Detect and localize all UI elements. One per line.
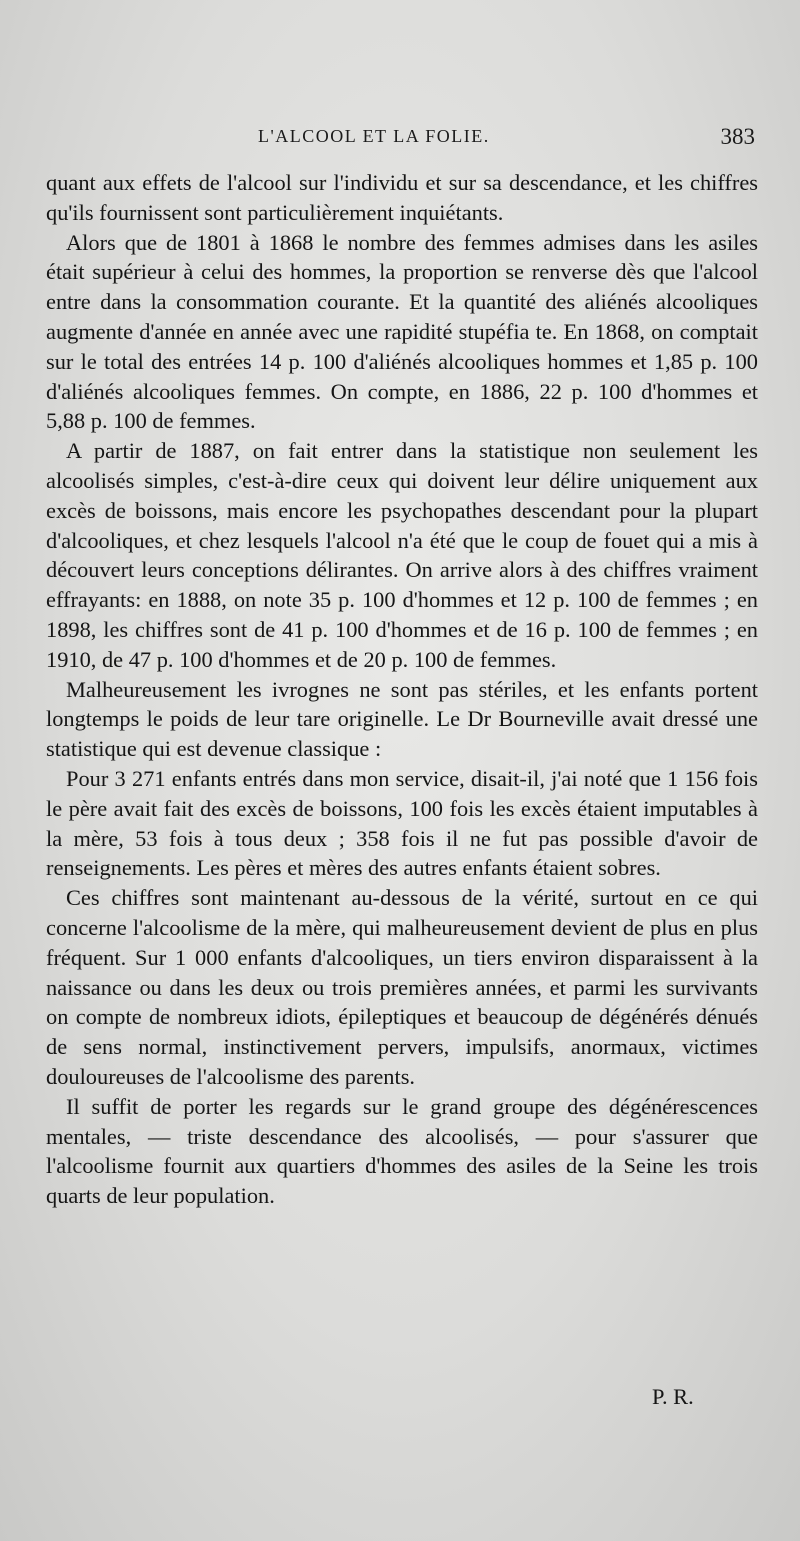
running-head [0,126,800,156]
paragraph-asylum-statistics: Alors que de 1801 à 1868 le nombre des femmes admises dans les asiles était supérieur à celui des hommes, la proportion se renverse dès que l'alcool entre dans la consommation courante. Et la quantité des aliénés alcooliques augmente d'année en année avec une rapidité stupéfia te. En 1868, on comptait sur le total des entrées 14 p. 100 d'aliénés alcooliques hommes et 1,85 p. 100 d'aliénés alcooliques femmes. On compte, en 1886, 22 p. 100 d'hommes et 5,88 p. 100 de femmes. [46,229,758,434]
body-text [46,168,758,1211]
paragraph-conclusion: Il suffit de porter les regards sur le grand groupe des dégénérescences mentales, — triste descendance des alcoolisés, — pour s'assurer que l'alcoolisme fournit aux quartiers d'hommes des asiles de la Seine les trois quarts de leur population. [46,1093,758,1209]
running-title: L'ALCOOL ET LA FOLIE. [258,126,490,146]
signature: P. R. [652,1384,694,1409]
paragraph-continuation: quant aux effets de l'alcool sur l'individu et sur sa descendance, et les chiffres qu'ils fournissent sont particulièrement inquiétants. [46,170,758,225]
paragraph-heredity: Malheureusement les ivrognes ne sont pas stériles, et les enfants portent longtemps le poids de leur tare originelle. Le Dr Bourneville avait dressé une statistique qui est devenue classique : [46,676,758,762]
paragraph-statistics-from-1887: A partir de 1887, on fait entrer dans la statistique non seulement les alcoolisés simples, c'est-à-dire ceux qui doivent leur délire uniquement aux excès de boissons, mais encore les psychopathes descendant pour la plupart d'alcooliques, et chez lesquels l'alcool n'a été que le coup de fouet qui a mis à découvert leurs conceptions délirantes. On arrive alors à des chiffres vraiment effrayants: en 1888, on note 35 p. 100 d'hommes et 12 p. 100 de femmes ; en 1898, les chiffres sont de 41 p. 100 d'hommes et de 16 p. 100 de femmes ; en 1910, de 47 p. 100 d'hommes et de 20 p. 100 de femmes. [46,438,758,672]
paragraph-children-figures: Ces chiffres sont maintenant au-dessous de la vérité, surtout en ce qui concerne l'alcoolisme de la mère, qui malheureusement devient de plus en plus fréquent. Sur 1 000 enfants d'alcooliques, un tiers environ disparaissent à la naissance ou dans les deux ou trois premières années, et parmi les survivants on compte de nombreux idiots, épileptiques et beaucoup de dégénérés dénués de sens normal, instinctivement pervers, impulsifs, anormaux, victimes douloureuses de l'alcoolisme des parents. [46,885,758,1089]
page-number: 383 [720,124,755,149]
paragraph-bourneville-quote: Pour 3 271 enfants entrés dans mon service, disait-il, j'ai noté que 1 156 fois le père avait fait des excès de boissons, 100 fois les excès étaient imputables à la mère, 53 fois à tous deux ; 358 fois il ne fut pas possible d'avoir de renseignements. Les pères et mères des autres enfants étaient sobres. [46,765,758,881]
